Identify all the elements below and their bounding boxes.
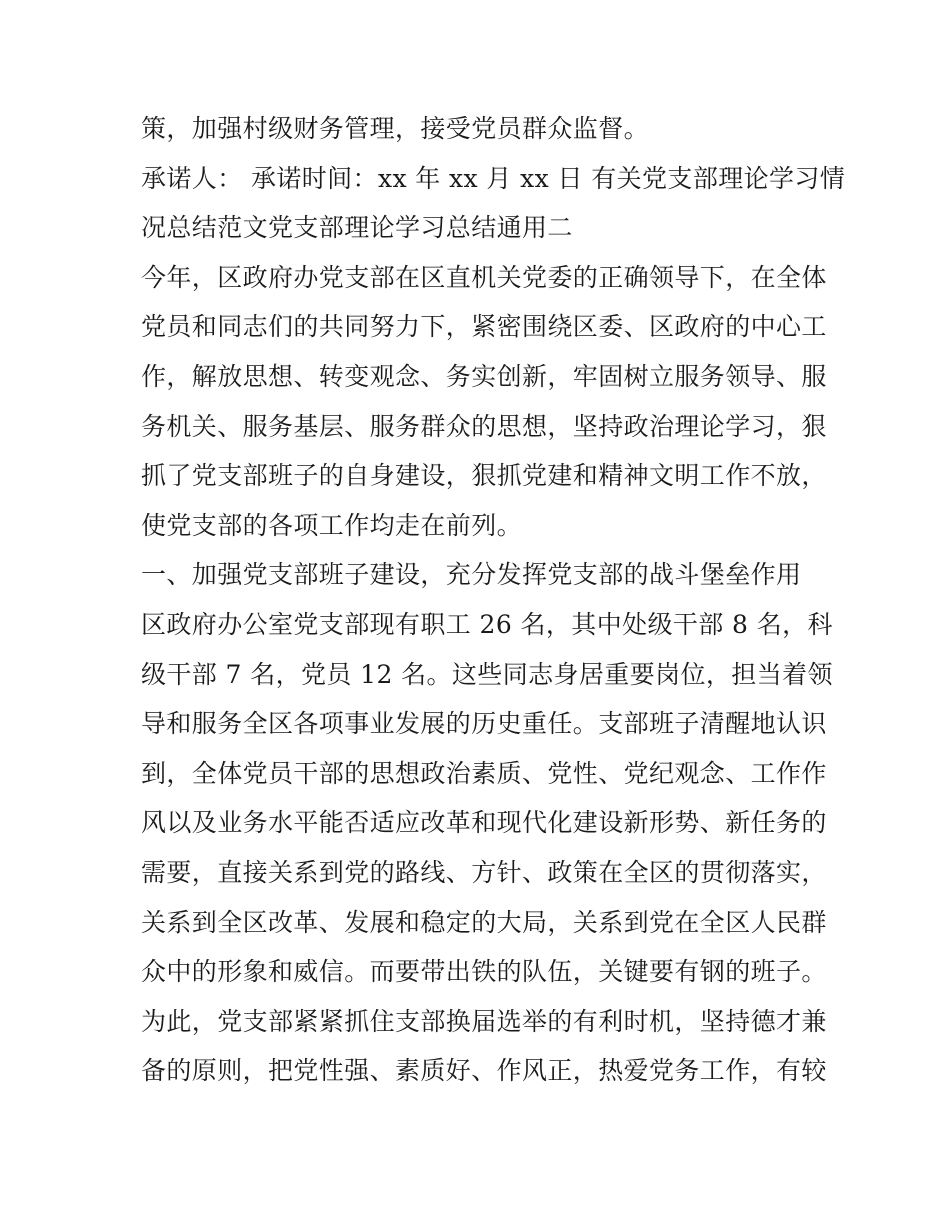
text-line: 今年，区政府办党支部在区直机关党委的正确领导下，在全体	[141, 262, 827, 292]
text-line: 级干部 7 名，党员 12 名。这些同志身居重要岗位，担当着领	[141, 659, 833, 689]
text-line: 务机关、服务基层、服务群众的思想，坚持政治理论学习，狠	[141, 411, 827, 441]
text-line: 承诺人： 承诺时间：xx 年 xx 月 xx 日 有关党支部理论学习情	[141, 163, 846, 193]
text-line: 导和服务全区各项事业发展的历史重任。支部班子清醒地认识	[141, 709, 827, 739]
text-line: 众中的形象和威信。而要带出铁的队伍，关键要有钢的班子。	[141, 957, 827, 987]
text-line: 使党支部的各项工作均走在前列。	[141, 510, 523, 540]
text-line: 到，全体党员干部的思想政治素质、党性、党纪观念、工作作	[141, 758, 827, 788]
text-line: 关系到全区改革、发展和稳定的大局，关系到党在全区人民群	[141, 907, 827, 937]
text-line: 风以及业务水平能否适应改革和现代化建设新形势、新任务的	[141, 808, 827, 838]
document-body	[141, 104, 846, 1096]
text-line: 作，解放思想、转变观念、务实创新，牢固树立服务领导、服	[141, 361, 827, 391]
text-line: 备的原则，把党性强、素质好、作风正，热爱党务工作，有较	[141, 1056, 827, 1086]
section-heading: 一、加强党支部班子建设，充分发挥党支部的战斗堡垒作用	[141, 560, 802, 590]
text-line: 为此，党支部紧紧抓住支部换届选举的有利时机，坚持德才兼	[141, 1006, 827, 1036]
text-line: 党员和同志们的共同努力下，紧密围绕区委、区政府的中心工	[141, 312, 827, 342]
text-line: 区政府办公室党支部现有职工 26 名，其中处级干部 8 名，科	[141, 609, 833, 639]
text-line: 抓了党支部班子的自身建设，狠抓党建和精神文明工作不放，	[141, 461, 827, 491]
text-line: 策，加强村级财务管理，接受党员群众监督。	[141, 114, 650, 143]
text-line: 况总结范文党支部理论学习总结通用二	[141, 213, 573, 243]
text-line: 需要，直接关系到党的路线、方针、政策在全区的贯彻落实，	[141, 857, 827, 887]
